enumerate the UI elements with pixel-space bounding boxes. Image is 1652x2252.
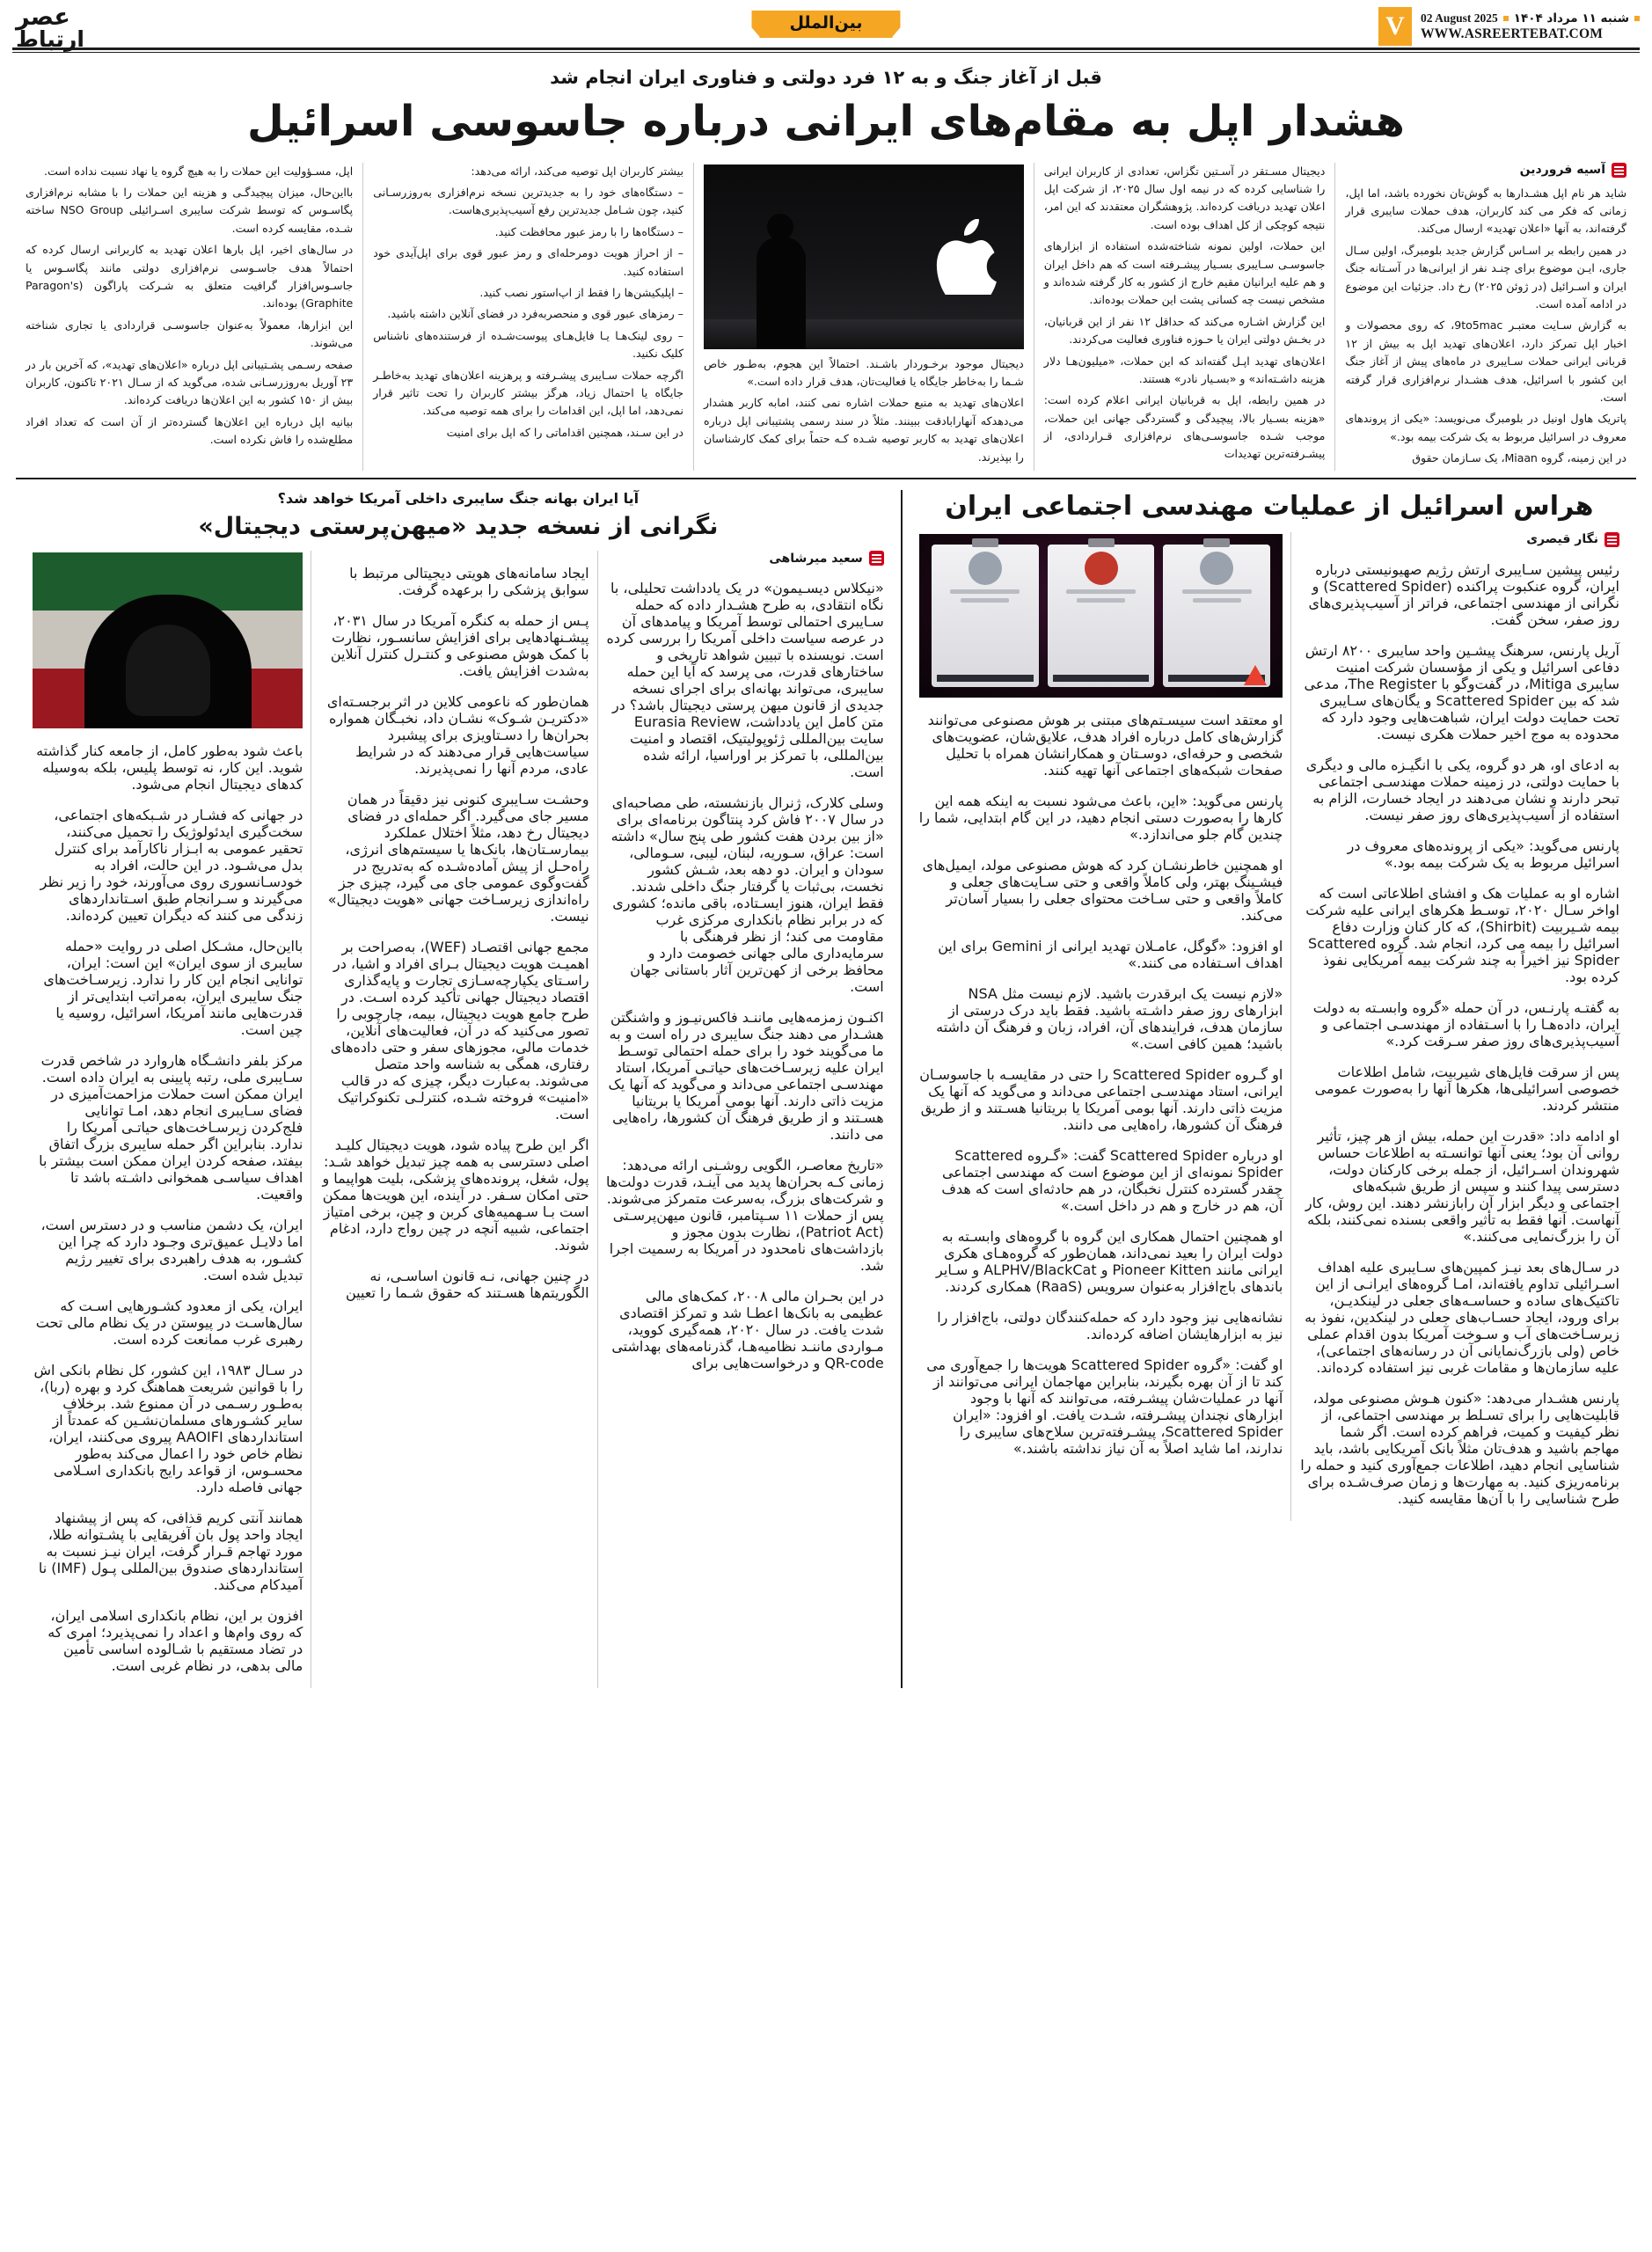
lead-headline: هشدار اپل به مقام‌های ایرانی درباره جاسوسی اسرائیل — [247, 97, 1405, 146]
paragraph: دیجیتال مسـتقر در آسـتین تگزاس، تعدادی از کاربران ایرانی را شناسایی کرده که در نیمه اول سال ۲۰۲۵، از شرکت اپل اعلان تهدید دریافت کرده‌اند. پژوهشگران معتقدند که این امر، نتیجه کوچکی از کل اهداف بوده است. — [1043, 164, 1326, 231]
article-left-kicker: آیا ایران بهانه جنگ سایبری داخلی آمریکا خواهد شد؟ — [277, 490, 640, 508]
paragraph: مرکز بلفر دانشـگاه هاروارد در شاخص قدرت سـایبری ملی، رتبه پایینی به ایران داده است. ایران ممکن است حملات مزاحمت‌آمیزی در فضای سـایبری انجام دهد، امـا توانایی فلج‌کردن زیرسـاخت‌های حیاتـی آمریکا را ندارد. بنابراین اگر حمله سایبری بزرگ اتفاق بیفتد، صفحه کردن ایران ممکن است بیشتر با اهداف سیاسـی همخوانی داشـته باشد تا واقعیت. — [39, 1052, 303, 1203]
lead-column-5 — [1334, 163, 1636, 472]
hood-face-shadow — [126, 625, 210, 716]
silhouette-person — [757, 237, 806, 349]
badge-strip — [937, 675, 1034, 682]
paragraph: اشاره او به عملیات هک و افشای اطلاعاتی است که اواخر سـال ۲۰۲۰، توسـط هکرهای ایرانی علیه شرکت بیمه شـیربیت (Shirbit)، که کار کنان وزارت دفاع اسرائیل را بیمه می کرد، انجام شد. گروه Scattered Spider نیز اخیراً به چند شرکت بیمه آمریکایی نفوذ کرده بود. — [1305, 884, 1619, 985]
paragraph: اعلان‌های تهدید اپـل گفته‌اند که این حملات، «میلیون‌هـا دلار هزینه داشـته‌اند» و «بسـیار نادر» هستند. — [1043, 354, 1326, 385]
paragraph: در سـال ۱۹۸۳، این کشور، کل نظام بانکی اش را با قوانین شریعت هماهنگ کرد و بهره (ربا)، به‌طـور رسـمی در آن ممنوع شد. برخلاف سایر کشـورهای مسلمان‌نشـین که عمدتاً از استانداردهای AAOIFI پیروی می‌کنند، ایران، نظام خاص خود را اعمال می‌کند به‌طور محسـوس، از قواعد رایج بانکداری اسـلامی جهانی فاصله دارد. — [33, 1362, 303, 1496]
avatar — [1085, 552, 1118, 585]
paragraph: اعلان‌های تهدید به منبع حملات اشاره نمی کنند، امابه کاربر هشدار می‌دهدکه آنهارابادقت ببینند. مثلاً در سند رسمی پشتیبانی اپل درباره اعلان‌های تهدید به کاربر توصیه شـده کـه حتماً برای کمک کارشناسان را بپذیرند. — [703, 396, 1024, 464]
paragraph: در سال‌های اخیر، اپل بارها اعلان تهدید به کاربرانی ارسال کرده که احتمالاً هدف جاسـوسی نرم‌افزاری دولتی مانند پگاسـوس یا جاسـوس‌افزار گرافیت متعلق به شـرکت پاراگون (Paragon's Graphite) بوده‌اند. — [26, 243, 354, 311]
lead-kicker: قبل از آغاز جنگ و به ۱۲ فرد دولتی و فناوری ایران انجام شد — [550, 67, 1102, 88]
lower-section — [0, 486, 1652, 1688]
byline-negar-gheisari — [1299, 532, 1619, 547]
paragraph: همانند آنتی‌ کریم قذافی، که پس از پیشنهاد ایجاد واحد پول بان آفریقایی با پشـتوانه طلا، مورد تهاجم قـرار گرفت، ایران نیـز نسبت به استانداردهای صندوق بین‌المللی پـول (IMF) نا آمیدکام می‌کند. — [38, 1510, 303, 1594]
badge-bar — [1193, 598, 1241, 603]
paragraph: – اپلیکیشن‌ها را فقط از اپ‌استور نصب کنید. — [479, 285, 683, 299]
badge-bar — [1066, 589, 1136, 594]
paragraph: مجمع جهانی اقتصـاد (WEF)، به‌صراحت بر اهمیـت هویت دیجیتال بـرای افراد و اشیا، در راسـتای یکپارچه‌سـازی تجارت و پایه‌گذاری اقتصاد دیجیتال جهانی تأکید کرده اسـت. در طرح جامع هویت دیجیتال، بیمه، چارچوبی را تصور می‌کنید که در آن، فعالیت‌های آنلاین، خدمات مالی، مجوزهای سفر و حتی داده‌های رفتاری، همگی به شناسه واحد متصل می‌شوند. به‌عبارت دیگر، چیزی که در قالب «امنیت» فروخته شـده، کنترلـی تکنوکراتیک است. — [330, 939, 589, 1123]
article-right-headline: هراس اسرائیل از عملیات مهندسی اجتماعی ایران — [945, 491, 1594, 523]
paragraph: همان‌طور که ناعومی کلاین در اثر برجسـته‌ای «دکتریـن شـوک» نشـان داد، نخبـگان همواره بحران‌ها را دسـتاویزی برای پیشبرد سیاست‌هایی قرار می‌دهند که در شرایط عادی، مردم آنها را نمی‌پذیرند. — [326, 693, 589, 778]
paragraph: «تاریخ معاصـر، الگویی روشـنی ارائه می‌دهد: زمانی کـه بحران‌ها پدید می آینـد، قدرت دولت‌ها و شرکت‌های بزرگ، به‌سرعت متمرکز می‌شوند. پس از حملات ۱۱ سـپتامبر، قانون میهن‌پرسـتی (Patriot Act)، نظارت بدون مجوز و بازداشت‌های نامحدود در آمریکا به رسمیت اجرا شد. — [606, 1157, 884, 1275]
paragraph: او گفت: «گروه Scattered Spider هویت‌ها را جمع‌آوری می کند تا از آن بهره بگیرند، بنابراین مهاجمان ایرانی می‌توانند از آنها در عملیات‌شان پیشـرفته، می‌توانند که آنها با وجود ابزارهای نچندان پیشـرفته، شـدت یافت. او افزود: «ایران Scattered Spider، پیشـرفته‌ترین سلاح‌های سایبری را ندارند، اما شاید اصلاً به آن نیاز نداشته باشند.» — [926, 1356, 1283, 1457]
apple-logo-icon — [936, 219, 1001, 295]
lead-column-1 — [16, 163, 362, 472]
badge-clip-icon — [1088, 538, 1115, 547]
masthead-dates — [1421, 11, 1640, 42]
paragraph: باعث شود به‌طور کامل، از جامعه کنار گذاشته شوید. این کار، نه توسط پلیس، بلکه به‌وسیله کدهای دیجیتال انجام می‌شود. — [36, 742, 303, 793]
paragraph: این حملات، اولین نمونه شناخته‌شده استفاده از ابزارهای جاسوسـی سـایبری بسـیار پیشـرفته است که هم داخل ایران و هم علیه ایرانیان مقیم خارج از کشور به کار گرفته شده‌اند و مشخص نیست چه کسانی پشت این حملات بوده‌اند. — [1043, 239, 1326, 307]
paragraph: در جهانی که فشـار در شـبکه‌های اجتماعی، سخت‌گیری ایدئولوژیک را تحمیل می‌کنند، تحقیر عمومی به ابـزار ناکارآمد برای کنترل بدل می‌شـود. در این حالت، افراد به خودسـانسوری روی می‌آورند، خود را زیر نظر می‌گیرند و سـرانجام طبق اسـتانداردهای زندگی می کنند که دیگران تعیین کرده‌اند. — [40, 807, 303, 925]
paragraph: دیجیتال موجود برخـوردار باشـند. احتمالاً این هجوم، به‌طـور خاص شـما را به‌خاطر جایگاه یا فعالیت‌تان، هدف قرار داده است.» — [703, 356, 1024, 389]
badge-bar — [1077, 598, 1125, 603]
paragraph: پاتریک هاول اونیل در بلومبرگ می‌نویسد: «یکی از پروندهای معروف در اسرائیل مربوط به یک شرکت بیمه بود.» — [1345, 412, 1626, 443]
section-ribbon-label: بین‌الملل — [759, 11, 892, 38]
badge-bar — [950, 589, 1020, 594]
issue-mark: V — [1378, 7, 1412, 46]
article-left-column-3 — [25, 551, 311, 1688]
badge-clip-icon — [1203, 538, 1230, 547]
figure-employee-id-badges — [919, 534, 1283, 698]
masthead-rule — [12, 48, 1640, 50]
paragraph: در همین رابطه، اپل به قربانیان ایرانی اعلام کرده است: «هزینه بسـیار بالا، پیچیدگی و گستردگی جهانی این حملات، موجب شـده جاسوسـی‌های نرم‌افزاری قـراردادی، از پیشـرفته‌ترین تهدیدات — [1043, 393, 1326, 461]
pen-icon — [1604, 532, 1619, 547]
pen-icon — [1612, 163, 1626, 178]
paragraph: او همچنین خاطرنشـان کرد که هوش مصنوعی مولد، ایمیل‌های فیشـینگ بهتر، ولی کاملاً واقعی و حتی سـایت‌های جعلی و کاملاً واقعی و حتی سـاخت محتوای جعلی را بسیار آسان‌تر می‌کند. — [922, 856, 1283, 924]
paragraph: پس از سرقت فایل‌های شیربیت، شامل اطلاعات خصوصی اسرائیلی‌ها، هکرها آنها را به‌صورت عمومی منتشر کردند. — [1314, 1063, 1619, 1114]
pen-icon — [869, 551, 884, 566]
byline-asieh-farvardin — [1345, 163, 1626, 178]
paragraph: او درباره Scattered Spider گفت: «گـروه Scattered Spider نمونه‌ای از این موضوع است که مهندسی اجتماعی چقدر گسترده کنترل نخبگان، در هم حادثه‌ای است که هدف آن، هم در خارج و هم در داخل است.» — [941, 1146, 1283, 1214]
masthead-left — [1378, 7, 1640, 46]
paragraph: – دستگاه‌ها را با رمز عبور محافظت کنید. — [494, 224, 683, 238]
paragraph: به گفتـه پارنـس، در آن حمله «گروه وابسـته به دولت ایران، داده‌هـا را با اسـتفاده از مهندسـی اجتماعی و آسیب‌پذیری‌های روز صفر سـرقت کرد.» — [1312, 998, 1619, 1049]
paragraph: بیشتر کاربران اپل توصیه می‌کند، ارائه می‌دهد: — [471, 164, 683, 178]
paragraph: به گزارش سـایت معتبـر 9to5mac، که روی محصولات و اخبار اپل تمرکز دارد، اعلان‌های تهدید اپل به بیش از ۱۲ قربانی ایرانی حملات سـایبری در ماه‌های پیش از آغاز جنگ این کشور با اسرائیل، هدف هشـدار نرم‌افزاری قرار گرفته است. — [1345, 318, 1626, 404]
date-line — [1421, 11, 1640, 26]
article-left-headline: نگرانی از نسخه جدید «میهن‌پرستی دیجیتال» — [198, 513, 719, 541]
paragraph: نشانه‌هایی نیز وجود دارد که حمله‌کنندگان دولتی، باج‌افزار را نیز به ابزارهایشان اضافه کرده‌اند. — [937, 1308, 1283, 1342]
paragraph: وسلی کلارک، ژنرال بازنشسته، طی مصاحبه‌ای در سال ۲۰۰۷ فاش کرد پنتاگون برنامه‌ای برای «از بین بردن هفت کشور طی پنج سال» داشته است: عراق، سـوریه، لبنان، لیبی، سـومالی، سودان و ایران. دو دهه بعد، شـش کشور نخست، بی‌ثبات یا گرفتار جنگ داخلی شدند. فقط ایران، هنوز ایسـتاده، باقی مانده؛ کشوری که در برابر نظام بانکداری مرکزی غرب مقاومت می کند؛ از نظر فرهنگی با سرمایه‌داری مالی جهانی خصومت دارد و محافظ برخی از کهن‌ترین آثار باستانی جهان است. — [610, 794, 884, 996]
paragraph: – رمزهای عبور قوی و منحصربه‌فرد در فضای آنلاین داشته باشید. — [387, 307, 683, 321]
paragraph: او افزود: «گوگل، عامـلان تهدید ایرانی از Gemini برای این اهداف اسـتفاده می کنند.» — [938, 937, 1283, 971]
paragraph: پارنس می‌گوید: «یکی از پرونده‌های معروف در اسرائیل مربوط به یک شرکت بیمه بود.» — [1347, 837, 1619, 871]
paragraph: اپل، مسـؤولیت این حملات را به هیچ گروه یا نهاد نسبت نداده است. — [43, 164, 354, 178]
section-ribbon — [759, 11, 892, 38]
paragraph: در این بحـران مالی ۲۰۰۸، کمک‌های مالی عظیمی به بانک‌ها اعطـا شد و تمرکز اقتصادی شدت یافت. در سال ۲۰۲۰، همه‌گیری کووید، مـواردی ماننـد نظامیه‌هـا، گذرنامه‌های بهداشتی QR-code و درخواست‌هایی برای — [611, 1288, 884, 1372]
badge-group — [932, 545, 1271, 687]
paragraph: او گـروه Scattered Spider را حتی در مقایسـه با جاسوسـان ایرانی، استاد مهندسـی اجتماعی می‌داند و می‌گوید که آنها یک مزیت ذاتی دارند. آنها بومی آمریکا یا بریتانیا هسـتند و از طریق فرهنگ آن کشورها، راه‌هایی می دانند. — [919, 1065, 1283, 1133]
paragraph: ایجاد سامانه‌های هویتی دیجیتالی مرتبط با سوابق پزشکی را برعهده گرفت. — [349, 565, 589, 599]
paragraph: او همچنین احتمال همکاری این گروه با گروه‌های وابسـته به دولت ایران را بعید نمی‌داند، همان‌طور که گروه‌هـای هکری ایرانی مانند Pioneer Kitten و ALPHV/BlackCat و سـایر باندهای باج‌افزار به‌عنوان سرویس (RaaS) همکاری کردند. — [936, 1227, 1283, 1295]
badge-strip — [1053, 675, 1150, 682]
byline-saeed-mirshahi — [606, 551, 884, 566]
avatar — [969, 552, 1002, 585]
id-badge — [932, 545, 1039, 687]
article-hras-esraeil — [901, 490, 1636, 1688]
byline-label: سعید میرشاهی — [769, 551, 863, 566]
paragraph: این گزارش اشـاره می‌کند که حداقل ۱۲ نفر از این قربانیان، در بخـش دولتی ایران یا حـوزه فناوری فعالیت می‌کردند. — [1043, 314, 1326, 347]
hooded-silhouette — [84, 595, 252, 728]
figure-hooded-figure-iran-flag — [33, 552, 303, 728]
lead-column-4 — [1034, 163, 1335, 472]
logo-text — [16, 4, 84, 52]
paragraph: بیانیه اپل درباره این اعلان‌ها گسترده‌تر از آن است که تعداد افراد مطلع‌شده را فاش نکرده است. — [26, 414, 354, 447]
paragraph: – از احراز هویت دومرحله‌ای و رمز عبور قوی برای اپل‌آیدی خود استفاده کنید. — [373, 246, 683, 278]
paragraph: به ادعای او، هر دو گروه، یکی با انگیـزه مالی و دیگری با حمایت دولتی، در زمینه حملات مهندسـی اجتماعی تبحر دارند و نشان می‌دهند در ایجاد خسارت، الزام به استفاده از آسیب‌پذیری‌های روز صفر نیست. — [1305, 756, 1619, 823]
badge-clip-icon — [972, 538, 998, 547]
article-right-column-1 — [1290, 532, 1627, 1521]
paragraph: او ادامه داد: «قدرت این حمله، بیش از هر چیز، تأثیر روانی آن بود؛ یعنی آنها توانسـته به اطلاعات حساس شهروندان اسـرائیل، از جمله برخی کارکنان دولت، دسترسی پیدا کنند و سپس از طریق شبکه‌های اجتماعی و دیگر ابزار آن رابازنشر دهند. این روش، کار آنهاست. آنها فقط به تأثیر واقعی بسنده نمی‌کنند، بلکه آن را بزرگ‌نمایی می‌کنند.» — [1305, 1127, 1619, 1245]
warning-triangle-icon — [1244, 665, 1267, 685]
logo-line-2: ارتباط — [16, 26, 84, 52]
paragraph: ایران، یکی از معدود کشـورهایی اسـت که سال‌هاسـت در پیوستن در یک نظام مالی تحت رهبری غرب ممانعت کرده است. — [35, 1298, 303, 1349]
paragraph: پارنس می‌گوید: «این، باعث می‌شود نسبت به اینکه همه این کارها را به‌صورت دستی انجام دهید، در این گام ابتدایی، شما را چندین گام جلو می‌اندازد.» — [918, 792, 1283, 843]
paragraph: در چنین جهانی، نـه قانون اساسـی، نه الگوریتم‌ها هسـتند که حقوق شـما را تعیین — [345, 1268, 589, 1302]
byline-label: نگار قیصری — [1526, 532, 1598, 547]
bullet-square-icon — [1503, 16, 1509, 21]
lead-columns — [0, 157, 1652, 472]
paragraph: در همین رابطه بر اسـاس گزارش جدید بلومبرگ، اولین سـال جاری، ایـن موضوع برای چنـد نفر از ایرانی‌ها در آسـتانه جنگ ایران و اسـرائیل (در ژوئن ۲۰۲۵) رخ داد. جزئیات این موضوع در ادامه آمده است. — [1345, 243, 1626, 311]
lead-column-3 — [693, 163, 1034, 472]
lead-column-2 — [362, 163, 693, 472]
badge-bar — [1182, 589, 1252, 594]
date-fa: شنبه ۱۱ مرداد ۱۴۰۴ — [1513, 11, 1629, 26]
paragraph: در سـال‌های بعد نیـز کمپین‌های سـایبری علیه اهداف اسـرائیلی تداوم یافته‌اند، امـا گروه‌های ایرانـی از این تاکتیک‌های ساده و حساسـه‌های جعلی در لینکدیـن، برای ورود، ایجاد حسـاب‌های جعلی در لینکدین، نفوذ به زیرسـاخت‌های آب و سـوخت آمریکا بدون اقدام عملی خاص (ولی بازرگ‌نمایانی آن در رسانه‌های اجتماعی)، علیه سازمان‌ها و مقامات غربی نیز استفاده کرده‌اند. — [1305, 1258, 1619, 1376]
paragraph: در این سـند، همچنین اقداماتی را که اپل برای امنیت — [446, 425, 683, 439]
paragraph: این ابزارها، معمولاً به‌عنوان جاسوسـی قراردادی یا تجاری شناخته می‌شوند. — [26, 318, 354, 350]
id-badge — [1048, 545, 1155, 687]
byline-label: آسیه فروردین — [1519, 163, 1605, 178]
paragraph: «لازم نیست یک ابرقدرت باشید. لازم نیست مثل NSA ابزارهای روز صفر داشـته باشید. فقط باید درک درستی از سازمان هدف، فرایندهای آن، افراد، زبان و فرهنگ آن داشته باشید؛ همین کافی است.» — [936, 984, 1283, 1052]
badge-bar — [961, 598, 1009, 603]
paragraph: صفحه رسـمی پشـتیبانی اپل درباره «اعلان‌های تهدید»، که آخرین بار در ۲۳ آوریل به‌روزرسـانی شده، می‌گوید که از سـال ۲۰۲۱ تاکنون، کاربران بیش از ۱۵۰ کشور به این اعلان‌ها دریافت کرده‌اند. — [26, 357, 354, 407]
paragraph: بااین‌حال، مشـکل اصلی در روایت «حمله سایبری از سوی ایران» این است: ایران، توانایی انجام این کار را ندارد. زیرسـاخت‌های جنگ سایبری ایران، به‌مراتب ابتدایی‌تر از قدرت‌هایی مانند آمریکا، اسرائیل، روسیه یا چین است. — [43, 938, 303, 1039]
paragraph: پـس از حمله به کنگره آمریکا در سال ۲۰۳۱، پیشـنهادهایی برای افزایش سانسـور، نظارت با کمک هوش مصنوعی و کنتـرل کنترل آنلاین به‌شدت افزایش یافت. — [330, 612, 589, 680]
paragraph: «نیکلاس دیسـیمون» در یک یادداشت تحلیلی، با نگاه انتقادی، به طرح هشـدار داده که حمله سـایبری احتمالی توسط آمریکا و پیامدهای آن در عرصه سیاست داخلی آمریکا را بررسی کرده است. نویسنده با تبیین شواهد تاریخی و ساختارهای قدرت، می پرسد که آیا این حمله سایبری، می‌تواند بهانه‌ای برای اجرای نسخه جدیدی از قانون میهن پرستی دیجیتال باشد؟ در متن کامل این یادداشت، Eurasia Review سایت بین‌المللی ژئوپولیتیک، اقتصاد و امنیت بین‌المللی، با تمرکز بر اوراسیا، ارائه شده است. — [606, 580, 884, 781]
section-divider — [16, 478, 1636, 479]
article-right-column-2 — [911, 532, 1291, 1521]
figure-floor — [704, 319, 1024, 349]
avatar — [1200, 552, 1233, 585]
article-left-column-2 — [311, 551, 596, 1688]
date-en: 02 August 2025 — [1420, 11, 1498, 25]
paragraph: – روی لینک‌هـا یـا فایل‌هـای پیوست‌شـده از فرستنده‌های ناشناس کلیک نکنید. — [373, 328, 683, 361]
paragraph: در این زمینه، گروه Miaan، یک سـازمان حقوق — [1412, 451, 1626, 465]
paragraph: اکنـون زمزمه‌هایی ماننـد فاکس‌نیـوز و واشنگتن هشـدار می دهند جنگ سایبری در راه است و به ما می‌گویند خود را برای حمله احتمالی توسـط ایران علیه زیرسـاخت‌های حیاتـی آمریکا، استاد مهندسـی اجتماعی می‌داند و می‌گوید که آنها یک مزیت ذاتی دارند. آنها بومی آمریکا یا بریتانیا هسـتند و از طریق فرهنگ آن کشورها، راه‌هایی می دانند. — [608, 1009, 884, 1144]
paragraph: وحشـت سـایبری کنونی نیز دقیقاً در همان مسیر جای می‌گیرد. اگر حمله‌ای در فضای دیجیتال رخ دهد، مثلاً اختلال عملکرد بیمارسـتان‌ها، بانک‌ها یا سیستم‌های انرژی، راه‌حـل از پیش آماده‌شـده که به‌تدریج در گفت‌وگوی عمومی جای می گیرد، چیزی جز راه‌اندازی زیرسـاخت جهانی «هویت دیجیتال» نیست. — [327, 791, 589, 925]
masthead — [0, 0, 1652, 52]
paragraph: – دستگاه‌های خود را به جدیدترین نسخه نرم‌افزاری به‌روزرسـانی کنید، چون شـامل جدیدترین رفع آسیب‌پذیری‌هاست. — [373, 186, 683, 217]
paragraph: ایران، یک دشمن مناسب و در دسترس است، اما دلایـل عمیق‌تری وجـود دارد که چرا این کشـور، به هدف راهبردی برای تغییر رژیم تبدیل شده است. — [40, 1217, 303, 1284]
paragraph: شاید هر نام اپل هشـدارها به گوش‌تان نخورده باشد، اما اپل، زمانی که فکر می کند کاربران، هدف حملات سایبری قرار گرفته‌اند، به آنها «اعلان تهدید» ارسال می‌کند. — [1345, 186, 1626, 236]
website-url[interactable]: WWW.ASREERTEBAT.COM — [1420, 26, 1604, 41]
article-left-column-1 — [597, 551, 892, 1688]
paragraph: آریل پارنس، سرهنگ پیشـین واحد سایبری ۸۲۰۰ ارتش دفاعی اسرائیل و یکی از مؤسسان شرکت امنیت سایبری Mitiga، در گفت‌وگو با The Register، مدعی شد که بین Scattered Spider و یگان‌های سـایبری تحت حمایت دولت ایران، شباهت‌هایی وجود دارد که محدوده به موج اخیر حملات هکری نیست. — [1304, 641, 1619, 742]
paragraph: اگرچه حملات سـایبری پیشـرفته و پرهزینه اعلان‌های تهدید به‌خاطـر جایگاه یا احتمال زیاد، هرگز بیشتر کاربران را تحت تاثیر قرار نمی‌دهد، اما اپل، این اقدامات را برای همه توصیه می‌کند. — [373, 368, 683, 418]
article-mihanparasti-digital — [16, 490, 901, 1688]
paragraph: بااین‌حال، میزان پیچیدگـی و هزینه این حملات را با مشابه نرم‌افزاری پگاسـوس که توسط شرکت سایبری اسـرائیلی NSO Group ساخته شـده، مقایسه کرده است. — [26, 186, 354, 235]
paragraph: او معتقد است سیسـتم‌های مبتنی بر هوش مصنوعی می‌توانند گزارش‌های کامل درباره افراد هدف، علایق‌شان، عضویت‌های شخصی و حرفه‌ای، دوسـتان و همکارانشان همراه با تحلیل صفحات شبکه‌های اجتماعی آنها تهیه کنند. — [927, 711, 1283, 779]
logo-line-1: عصر — [16, 4, 70, 31]
paragraph: افزون بر این، نظام بانکداری اسلامی ایران، که روی وام‌ها و اعداد را نمی‌پذیرد؛ امری که در تضاد مستقیم با شـالوده اساسی تأمین مالی بدهی، در نظام غربی است. — [48, 1607, 303, 1675]
publication-logo — [12, 4, 84, 52]
figure-apple-store-silhouette — [704, 165, 1024, 349]
paragraph: رئیس پیشین سـایبری ارتش رژیم صهیونیستی درباره ایران، گروه عنکبوت پراکنده (Scattered Spider) و نگرانی‌ از مهندسی اجتماعی، فراتر از آسیب‌پذیری‌های روز صفر، سخن گفت. — [1308, 560, 1619, 628]
lead-story-header — [0, 53, 1652, 147]
paragraph: پارنس هشـدار می‌دهد: «کنون هـوش مصنوعی مولد، قابلیت‌هایی را برای تسـلط بر مهندسی اجتماعی، از نظر کیفیت و کمیت، فراهم کرده است. اگر شما مهاجم باشید و هدف‌تان مثلاً بانک آمریکایی باشد، باید شناسایی انجام دهید، اطلاعات جمع‌آوری کنید و حمله را برنامه‌ریزی کنید. به مهارت‌ها و زمان صرف‌شـده برای طرح شناسایی را با آن‌ها مقایسه کنید. — [1300, 1389, 1619, 1507]
bullet-square-icon — [1634, 16, 1640, 21]
paragraph: اگر این طرح پیاده شود، هویت دیجیتال کلیـد اصلی دسترسی به همه چیز تبدیل خواهد شـد: پول، شغل، پرونده‌های پزشکی، بلیت هواپیما و حتی امکان سـفر. در آینده، این هویت‌ها ممکن است بـا سـهمیه‌های کربن و چین، برخی امتیاز اجتماعی، شبیه آنچه در چین رواج دارد، ادغام شوند. — [322, 1137, 589, 1254]
